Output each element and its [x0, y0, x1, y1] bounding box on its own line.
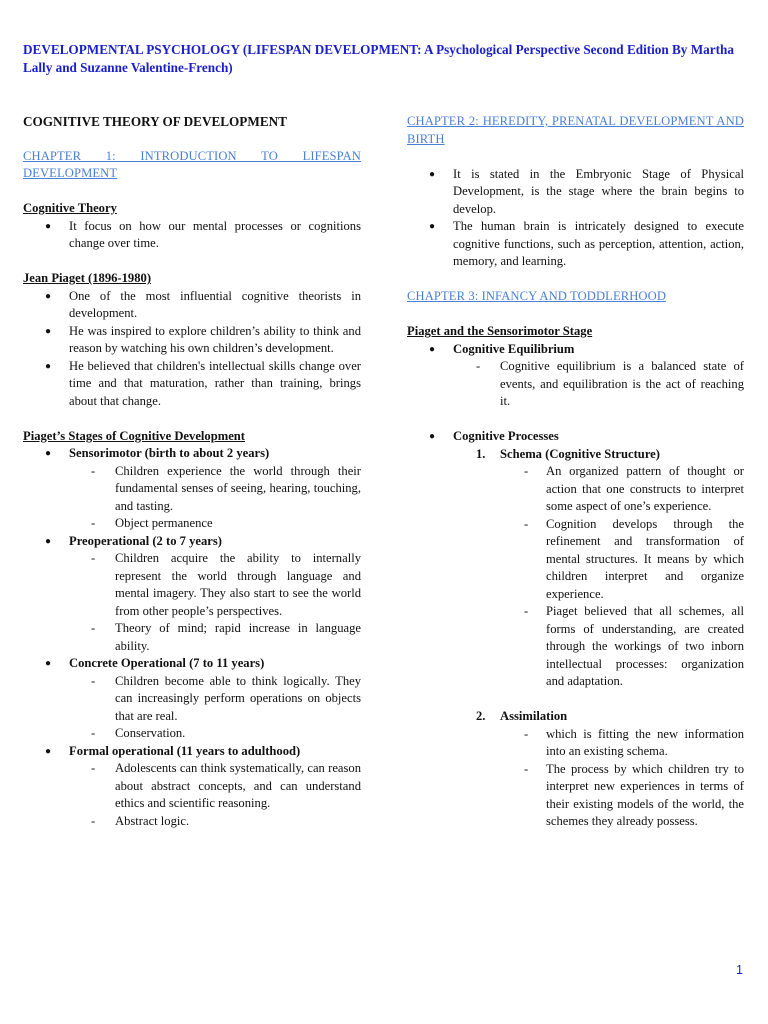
stage-item [23, 533, 361, 656]
stage-label: Concrete Operational (7 to 11 years) [69, 656, 265, 670]
process-item [407, 446, 744, 691]
sub-item [407, 603, 744, 691]
sub-item [407, 726, 744, 761]
sub-text: An organized pattern of thought or action that one constructs to interpret some aspect of one’s experience. [546, 464, 744, 513]
bullet-icon: ● [429, 431, 436, 442]
dash-icon: - [91, 813, 96, 828]
processes-list [407, 428, 744, 446]
stage-label: Sensorimotor (birth to about 2 years) [69, 446, 270, 460]
equilibrium-item [407, 341, 744, 411]
sub-text: Theory of mind; rapid increase in language ability. [115, 621, 361, 653]
bullet-icon: ● [45, 290, 52, 302]
sub-text: Abstract logic. [115, 813, 190, 828]
dash-icon: - [91, 621, 96, 635]
stages-list [23, 445, 361, 830]
list-item [23, 288, 361, 323]
chapter-3-link[interactable]: CHAPTER 3: INFANCY AND TODDLERHOOD [407, 289, 667, 303]
piaget-stages-heading: Piaget’s Stages of Cognitive Development [23, 428, 245, 443]
stage-item [23, 445, 361, 533]
jean-piaget-heading: Jean Piaget (1896-1980) [23, 271, 152, 285]
sub-text: Adolescents can think systematically, can reason about abstract concepts, and can understand ethics and scientific reasoning. [115, 761, 361, 810]
dash-icon: - [524, 726, 529, 741]
equilibrium-label: Cognitive Equilibrium [453, 341, 575, 356]
sub-item [407, 463, 744, 516]
process-label: Assimilation [500, 709, 568, 723]
sub-item [407, 761, 744, 831]
bullet-icon: ● [45, 360, 52, 372]
dash-icon: - [91, 463, 96, 478]
bullet-icon: ● [429, 343, 436, 355]
sub-text: Cognition develops through the refinement and transformation of mental structures. It means by which children interpret and organize experience. [546, 516, 744, 601]
right-column [407, 113, 744, 831]
section-heading: COGNITIVE THEORY OF DEVELOPMENT [23, 114, 287, 129]
sub-item [23, 463, 361, 516]
dash-icon: - [524, 761, 529, 776]
sub-item [407, 516, 744, 604]
process-number: 2. [476, 709, 486, 723]
bullet-text: It is stated in the Embryonic Stage of Physical Development, is the stage where the brain begins to develop. [453, 166, 744, 216]
sub-text: Piaget believed that all schemes, all forms of understanding, are created through the workings of two inborn intellectual processes: organization and adaptation. [546, 604, 744, 688]
sensorimotor-stage-heading: Piaget and the Sensorimotor Stage [407, 324, 593, 338]
dash-icon: - [91, 761, 96, 775]
list-item [23, 323, 361, 358]
dash-icon: - [476, 359, 481, 373]
sub-item [23, 620, 361, 655]
cognitive-theory-heading: Cognitive Theory [23, 201, 117, 215]
dash-icon: - [91, 726, 96, 740]
dash-icon: - [524, 516, 529, 531]
sub-text: which is fitting the new information into an existing schema. [546, 726, 744, 758]
bullet-text: He believed that children's intellectual skills change over time and that maturation, rather than training, brings about that change. [69, 358, 361, 408]
page-number: 1 [736, 963, 743, 977]
sub-item [407, 358, 744, 411]
bullet-icon: ● [45, 658, 52, 669]
stage-item [23, 655, 361, 743]
bullet-text: The human brain is intricately designed to execute cognitive functions, such as perception, attention, action, memory, and learning. [453, 219, 744, 268]
chapter-1-link[interactable]: CHAPTER 1: INTRODUCTION TO LIFESPAN DEVELOPMENT [23, 148, 361, 180]
bullet-icon: ● [429, 168, 436, 180]
process-item [407, 708, 744, 831]
bullet-text: He was inspired to explore children’s ability to think and reason by watching his own children’s development. [69, 323, 361, 355]
bullet-icon: ● [45, 448, 52, 459]
sub-item [23, 673, 361, 726]
stage-item [23, 743, 361, 831]
processes-numbered-list [407, 446, 744, 831]
process-number: 1. [476, 446, 486, 461]
processes-label: Cognitive Processes [453, 429, 559, 443]
bullet-icon: ● [45, 745, 52, 757]
sub-text: Object permanence [115, 516, 213, 530]
dash-icon: - [91, 516, 96, 530]
bullet-icon: ● [45, 220, 52, 232]
list-item [407, 166, 744, 219]
sub-item [23, 725, 361, 743]
dash-icon: - [91, 673, 96, 688]
bullet-icon: ● [45, 535, 52, 547]
bullet-icon: ● [45, 325, 52, 337]
sub-item [23, 550, 361, 620]
dash-icon: - [524, 464, 529, 478]
sub-item [23, 760, 361, 813]
list-item [23, 358, 361, 411]
sub-text: Cognitive equilibrium is a balanced state of events, and equilibration is the act of reaching it. [500, 359, 744, 408]
processes-item [407, 428, 744, 446]
bullet-text: One of the most influential cognitive theorists in development. [69, 288, 361, 320]
dash-icon: - [91, 551, 96, 565]
sub-text: Children experience the world through their fundamental senses of seeing, hearing, touching, and tasting. [115, 463, 361, 513]
left-column [23, 113, 361, 830]
dash-icon: - [524, 604, 529, 618]
bullet-icon: ● [429, 221, 436, 232]
sub-text: Conservation. [115, 726, 186, 740]
list-item [407, 218, 744, 271]
cognitive-theory-list [23, 218, 361, 253]
piaget-list [23, 288, 361, 411]
document-title: DEVELOPMENTAL PSYCHOLOGY (LIFESPAN DEVELOPMENT: A Psychological Perspective Second Edition By Martha Lally and Suzanne Valentine-French) [23, 42, 734, 75]
chapter-2-link[interactable]: CHAPTER 2: HEREDITY, PRENATAL DEVELOPMENT AND BIRTH [407, 114, 744, 146]
sub-text: Children acquire the ability to internally represent the world through language and mental imagery. They also start to see the world from other people’s perspectives. [115, 551, 361, 618]
bullet-text: It focus on how our mental processes or cognitions change over time. [69, 218, 361, 250]
sub-item [23, 813, 361, 831]
sub-text: Children become able to think logically. They can increasingly perform operations on objects that are real. [115, 673, 361, 723]
stage-label: Preoperational (2 to 7 years) [69, 533, 222, 548]
list-item [23, 218, 361, 253]
sub-item [23, 515, 361, 533]
process-label: Schema (Cognitive Structure) [500, 446, 660, 461]
sub-text: The process by which children try to interpret new experiences in terms of their existing models of the world, the schemes they already possess. [546, 761, 744, 828]
chapter-2-list [407, 166, 744, 271]
stage-label: Formal operational (11 years to adulthood) [69, 743, 301, 758]
sensorimotor-list [407, 341, 744, 411]
